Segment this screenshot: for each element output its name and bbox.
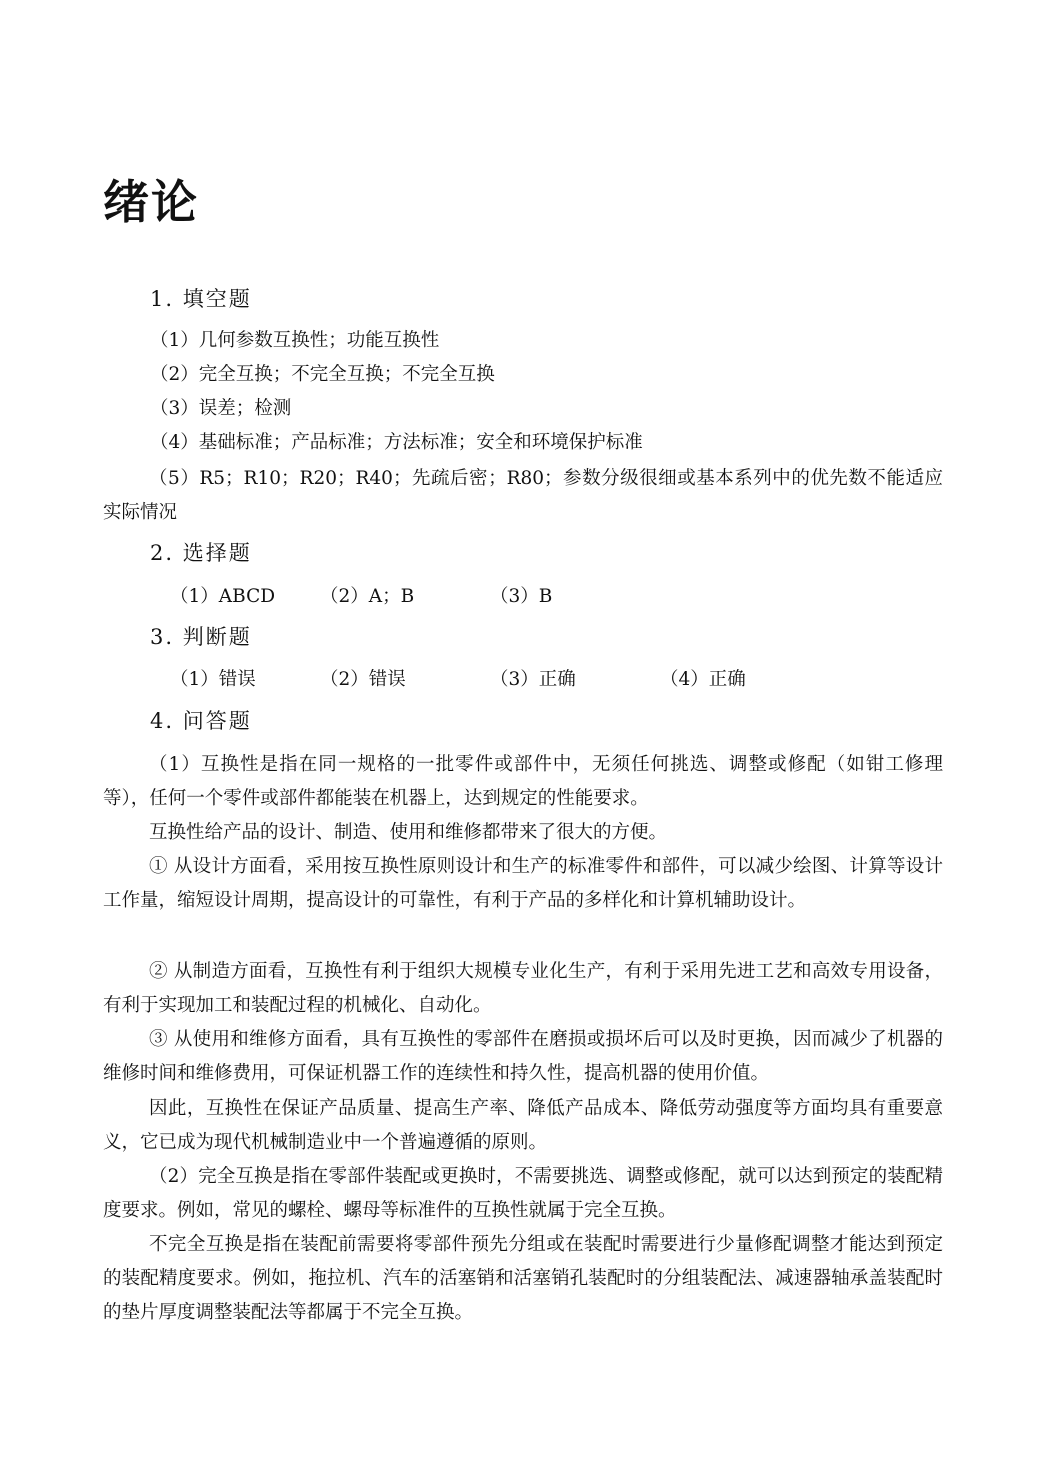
qa-paragraph: （1）互换性是指在同一规格的一批零件或部件中，无须任何挑选、调整或修配（如钳工修理等），任何一个零件或部件都能装在机器上，达到规定的性能要求。 — [103, 754, 943, 809]
judgement-answer: （2）错误 — [320, 669, 406, 690]
qa-paragraph: （2）完全互换是指在零部件装配或更换时，不需要挑选、调整或修配，就可以达到预定的装配精度要求。例如，常见的螺栓、螺母等标准件的互换性就属于完全互换。 — [103, 1166, 943, 1221]
section-heading-qa: 4. 问答题 — [150, 709, 252, 733]
choice-answer: （1）ABCD — [170, 586, 276, 607]
answer-line: （4）基础标准；产品标准；方法标准；安全和环境保护标准 — [150, 432, 643, 453]
judgement-answer: （3）正确 — [490, 669, 576, 690]
choice-answer: （2）A；B — [320, 586, 415, 607]
qa-paragraph: 因此，互换性在保证产品质量、提高生产率、降低产品成本、降低劳动强度等方面均具有重要意义，它已成为现代机械制造业中一个普遍遵循的原则。 — [103, 1098, 943, 1153]
qa-paragraph: ③ 从使用和维修方面看，具有互换性的零部件在磨损或损坏后可以及时更换，因而减少了机器的维修时间和维修费用，可保证机器工作的连续性和持久性，提高机器的使用价值。 — [103, 1029, 943, 1084]
section-heading-fill-in: 1. 填空题 — [150, 287, 252, 311]
qa-paragraph: ① 从设计方面看，采用按互换性原则设计和生产的标准零件和部件，可以减少绘图、计算等设计工作量，缩短设计周期，提高设计的可靠性，有利于产品的多样化和计算机辅助设计。 — [103, 856, 943, 911]
qa-paragraph: ② 从制造方面看，互换性有利于组织大规模专业化生产，有利于采用先进工艺和高效专用设备，有利于实现加工和装配过程的机械化、自动化。 — [103, 961, 943, 1016]
answer-line: （2）完全互换；不完全互换；不完全互换 — [150, 364, 495, 385]
judgement-answer: （4）正确 — [660, 669, 746, 690]
judgement-answer: （1）错误 — [170, 669, 256, 690]
choice-answer: （3）B — [490, 586, 553, 607]
answer-line: （3）误差；检测 — [150, 398, 292, 419]
qa-paragraph: 不完全互换是指在装配前需要将零部件预先分组或在装配时需要进行少量修配调整才能达到预定的装配精度要求。例如，拖拉机、汽车的活塞销和活塞销孔装配时的分组装配法、减速器轴承盖装配时的垫片厚度调整装配法等都属于不完全互换。 — [103, 1234, 943, 1323]
answer-line-wrapped: （5）R5；R10；R20；R40；先疏后密；R80；参数分级很细或基本系列中的优先数不能适应实际情况 — [103, 468, 943, 523]
section-heading-true-false: 3. 判断题 — [150, 625, 252, 649]
answer-line: （1）几何参数互换性；功能互换性 — [150, 330, 440, 351]
section-heading-multiple-choice: 2. 选择题 — [150, 541, 252, 565]
qa-paragraph: 互换性给产品的设计、制造、使用和维修都带来了很大的方便。 — [149, 822, 668, 843]
chapter-title: 绪论 — [103, 175, 199, 229]
